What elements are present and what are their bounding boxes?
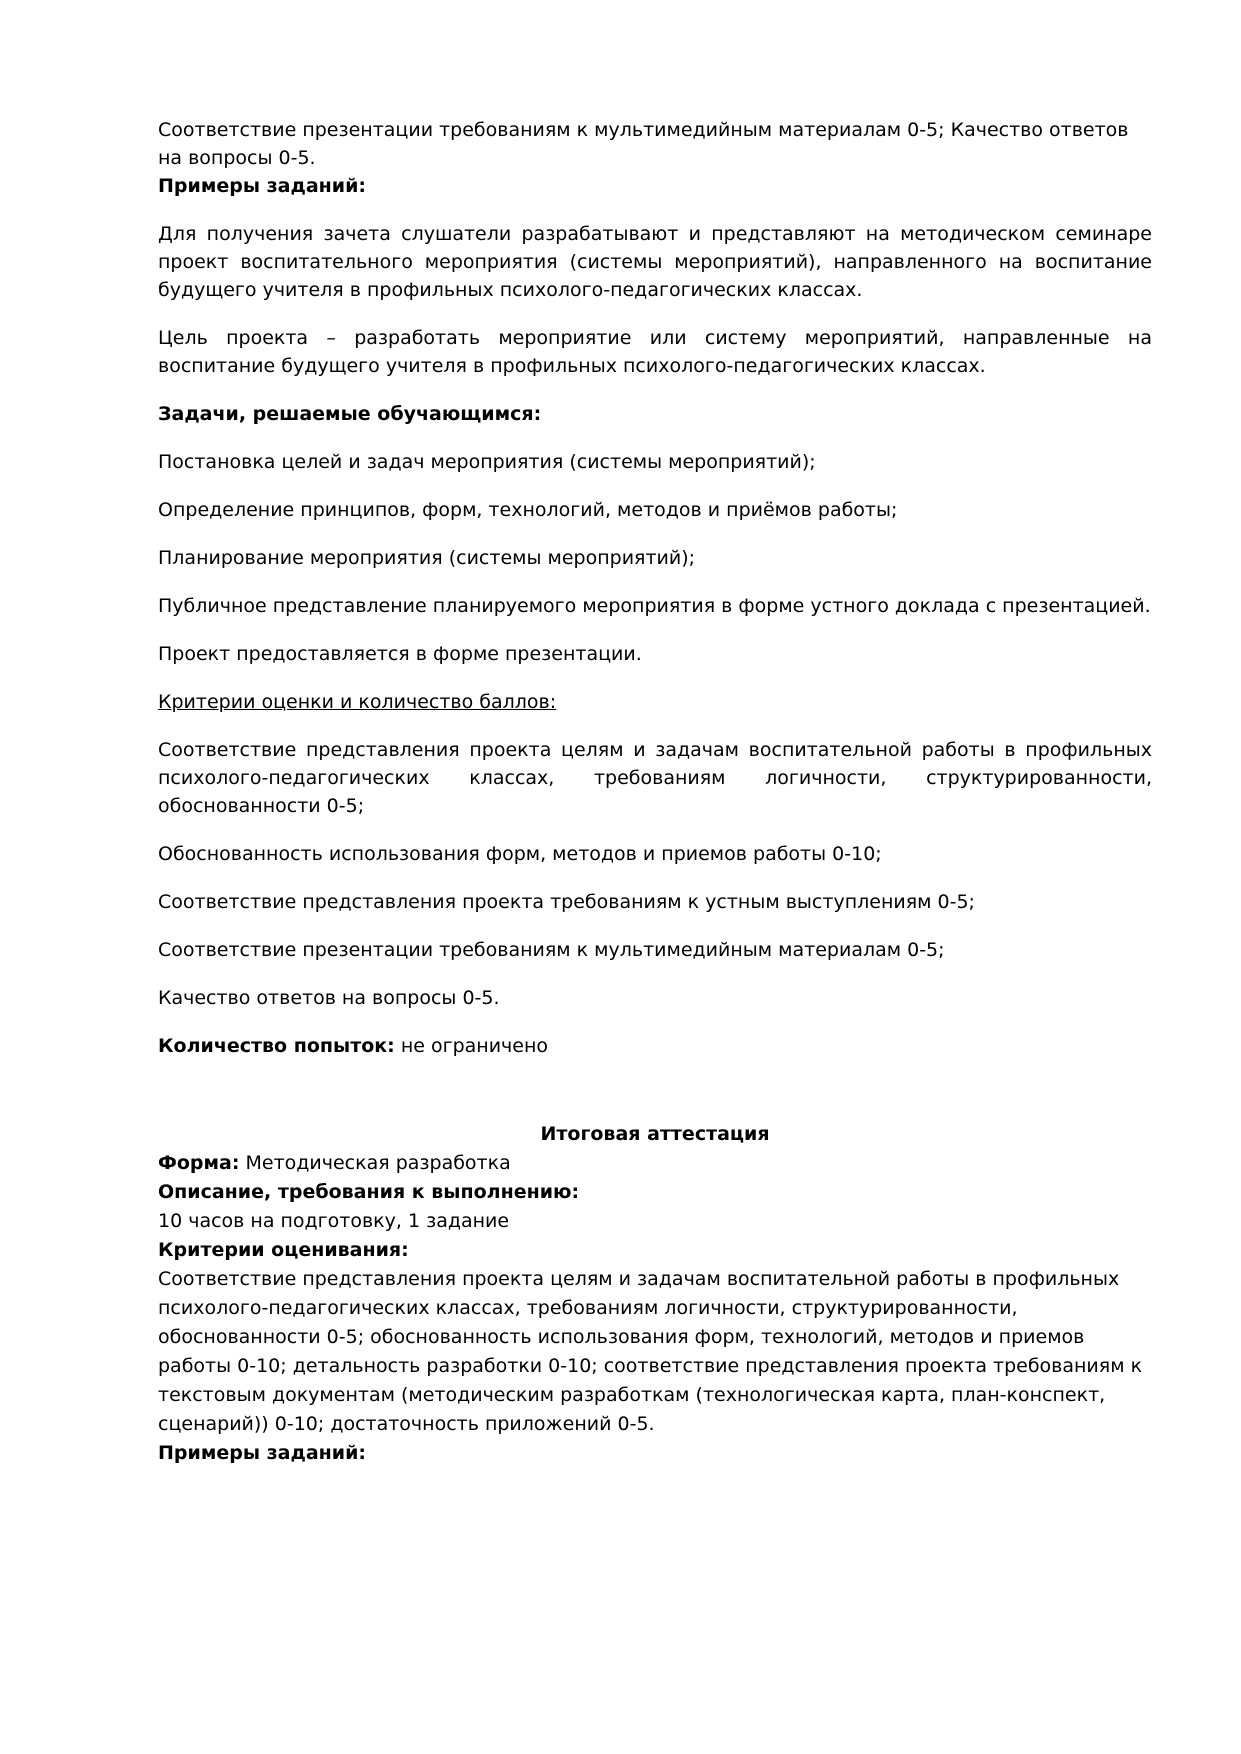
task-item: Планирование мероприятия (системы мероприятий); <box>158 547 696 569</box>
goal-paragraph: Цель проекта – разработать мероприятие или систему мероприятий, направленные на воспитание будущего учителя в профильных психолого-педагогических классах. <box>158 327 1152 377</box>
criteria-heading: Критерии оценки и количество баллов: <box>158 691 557 713</box>
criteria-item: Обоснованность использования форм, методов и приемов работы 0-10; <box>158 843 882 865</box>
task-item: Определение принципов, форм, технологий, методов и приёмов работы; <box>158 499 898 521</box>
form-label: Форма: <box>158 1152 240 1174</box>
task-item: Постановка целей и задач мероприятия (системы мероприятий); <box>158 451 816 473</box>
examples-heading-final: Примеры заданий: <box>158 1442 367 1464</box>
criteria-item: Качество ответов на вопросы 0-5. <box>158 987 500 1009</box>
credit-section <box>158 116 1152 1060</box>
format-note: Проект предоставляется в форме презентации. <box>158 643 642 665</box>
attempts-label: Количество попыток: <box>158 1035 395 1057</box>
attempts-line <box>158 1032 1152 1060</box>
criteria-tail-text: Соответствие презентации требованиям к мультимедийным материалам 0-5; Качество ответов на вопросы 0-5. <box>158 119 1129 169</box>
task-item: Публичное представление планируемого мероприятия в форме устного доклада с презентацией. <box>158 595 1151 617</box>
tasks-heading: Задачи, решаемые обучающимся: <box>158 403 542 425</box>
examples-heading: Примеры заданий: <box>158 175 367 197</box>
final-attestation-section <box>158 1120 1152 1468</box>
form-value: Методическая разработка <box>245 1152 511 1174</box>
criteria-item: Соответствие представления проекта требованиям к устным выступлениям 0-5; <box>158 891 975 913</box>
grading-criteria-paragraph: Соответствие представления проекта целям и задачам воспитательной работы в профильных психолого-педагогических классах, требованиям логичности, структурированности, обоснованности 0-5; обоснованность использования форм, технологий, методов и приемов работы 0-10; детальность разработки 0-10; соответствие представления проекта требованиям к текстовым документам (методическим разработкам (технологическая карта, план-конспект, сценарий)) 0-10; достаточность приложений 0-5. <box>158 1268 1143 1435</box>
final-attestation-title: Итоговая аттестация <box>540 1123 770 1145</box>
form-line <box>158 1149 1152 1178</box>
description-value: 10 часов на подготовку, 1 задание <box>158 1210 510 1232</box>
grading-criteria-heading: Критерии оценивания: <box>158 1239 409 1261</box>
attempts-value: не ограничено <box>400 1035 549 1057</box>
criteria-item: Соответствие презентации требованиям к мультимедийным материалам 0-5; <box>158 939 945 961</box>
criteria-item: Соответствие представления проекта целям и задачам воспитательной работы в профильных психолого-педагогических классах, требованиям логичности, структурированности, обоснованности 0-5; <box>158 739 1152 817</box>
task-intro-paragraph: Для получения зачета слушатели разрабатывают и представляют на методическом семинаре проект воспитательного мероприятия (системы мероприятий), направленного на воспитание будущего учителя в профильных психолого-педагогических классах. <box>158 223 1152 301</box>
description-heading: Описание, требования к выполнению: <box>158 1181 580 1203</box>
